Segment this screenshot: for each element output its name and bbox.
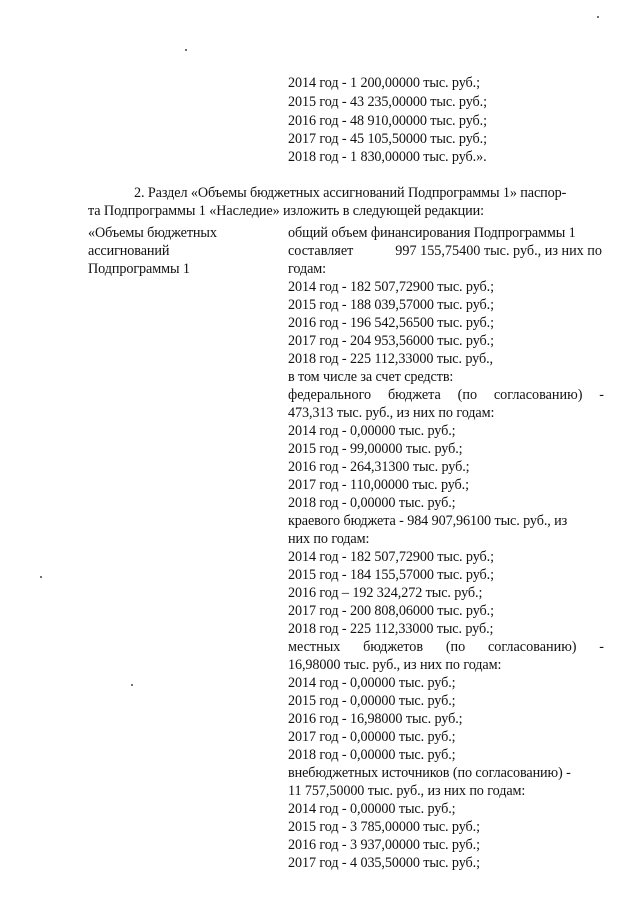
federal-year: 2014 год - 0,00000 тыс. руб.; (288, 423, 456, 439)
federal-word: бюджета (387, 387, 441, 403)
local-year: 2017 год - 0,00000 тыс. руб.; (288, 729, 456, 745)
extra-year: 2017 год - 4 035,50000 тыс. руб.; (288, 855, 480, 871)
regional-year: 2014 год - 182 507,72900 тыс. руб.; (288, 549, 494, 565)
local-line1 (288, 638, 604, 656)
section-paragraph-line1: 2. Раздел «Объемы бюджетных ассигнований Подпрограммы 1» паспор- (134, 185, 567, 201)
local-year: 2016 год - 16,98000 тыс. руб.; (288, 711, 463, 727)
extra-year: 2014 год - 0,00000 тыс. руб.; (288, 801, 456, 817)
local-year: 2015 год - 0,00000 тыс. руб.; (288, 693, 456, 709)
total-line3: годам: (288, 261, 326, 277)
local-line2: 16,98000 тыс. руб., из них по годам: (288, 657, 502, 673)
left-cell-line: ассигнований (88, 243, 170, 259)
federal-word: федерального (288, 387, 372, 403)
top-list-item: 2014 год - 1 200,00000 тыс. руб.; (288, 75, 480, 91)
total-year: 2018 год - 225 112,33000 тыс. руб., (288, 351, 494, 367)
extra-line2: 11 757,50000 тыс. руб., из них по годам: (288, 783, 526, 799)
local-word: - (599, 639, 604, 655)
top-list-item: 2016 год - 48 910,00000 тыс. руб.; (288, 113, 487, 129)
scan-speck (131, 684, 133, 686)
top-list-item: 2017 год - 45 105,50000 тыс. руб.; (288, 131, 487, 147)
left-cell-line: «Объемы бюджетных (88, 225, 217, 241)
total-year: 2015 год - 188 039,57000 тыс. руб.; (288, 297, 494, 313)
scan-speck (40, 576, 42, 578)
local-year: 2018 год - 0,00000 тыс. руб.; (288, 747, 456, 763)
local-word: бюджетов (363, 639, 424, 655)
federal-year: 2018 год - 0,00000 тыс. руб.; (288, 495, 456, 511)
scan-speck (597, 16, 599, 18)
total-line2 (288, 242, 602, 260)
federal-year: 2017 год - 110,00000 тыс. руб.; (288, 477, 469, 493)
federal-word: согласованию) (493, 387, 583, 403)
scan-speck (185, 49, 187, 51)
federal-line2: 473,313 тыс. руб., из них по годам: (288, 405, 495, 421)
local-year: 2014 год - 0,00000 тыс. руб.; (288, 675, 456, 691)
total-year: 2016 год - 196 542,56500 тыс. руб.; (288, 315, 494, 331)
regional-line2: них по годам: (288, 531, 370, 547)
top-list-item: 2018 год - 1 830,00000 тыс. руб.». (288, 149, 487, 165)
total-year: 2014 год - 182 507,72900 тыс. руб.; (288, 279, 494, 295)
regional-line1: краевого бюджета - 984 907,96100 тыс. руб., из (288, 513, 568, 529)
section-paragraph-line2: та Подпрограммы 1 «Наследие» изложить в следующей редакции: (88, 203, 484, 219)
federal-word: (по (457, 387, 478, 403)
extra-year: 2015 год - 3 785,00000 тыс. руб.; (288, 819, 480, 835)
extra-year: 2016 год - 3 937,00000 тыс. руб.; (288, 837, 480, 853)
top-list-item: 2015 год - 43 235,00000 тыс. руб.; (288, 94, 487, 110)
left-cell-line: Подпрограммы 1 (88, 261, 190, 277)
regional-year: 2017 год - 200 808,06000 тыс. руб.; (288, 603, 494, 619)
local-word: местных (288, 639, 341, 655)
local-word: (по (445, 639, 466, 655)
federal-line1 (288, 386, 604, 404)
federal-year: 2016 год - 264,31300 тыс. руб.; (288, 459, 470, 475)
regional-year: 2016 год – 192 324,272 тыс. руб.; (288, 585, 483, 601)
total-year: 2017 год - 204 953,56000 тыс. руб.; (288, 333, 494, 349)
total-word: составляет (288, 243, 354, 259)
total-line1: общий объем финансирования Подпрограммы 1 (288, 225, 576, 241)
total-word: 997 155,75400 тыс. руб., из них по (395, 243, 602, 259)
extra-line1: внебюджетных источников (по согласованию) - (288, 765, 571, 781)
local-word: согласованию) (487, 639, 577, 655)
regional-year: 2018 год - 225 112,33000 тыс. руб.; (288, 621, 494, 637)
regional-year: 2015 год - 184 155,57000 тыс. руб.; (288, 567, 494, 583)
federal-word: - (599, 387, 604, 403)
federal-year: 2015 год - 99,00000 тыс. руб.; (288, 441, 463, 457)
including-line: в том числе за счет средств: (288, 369, 454, 385)
